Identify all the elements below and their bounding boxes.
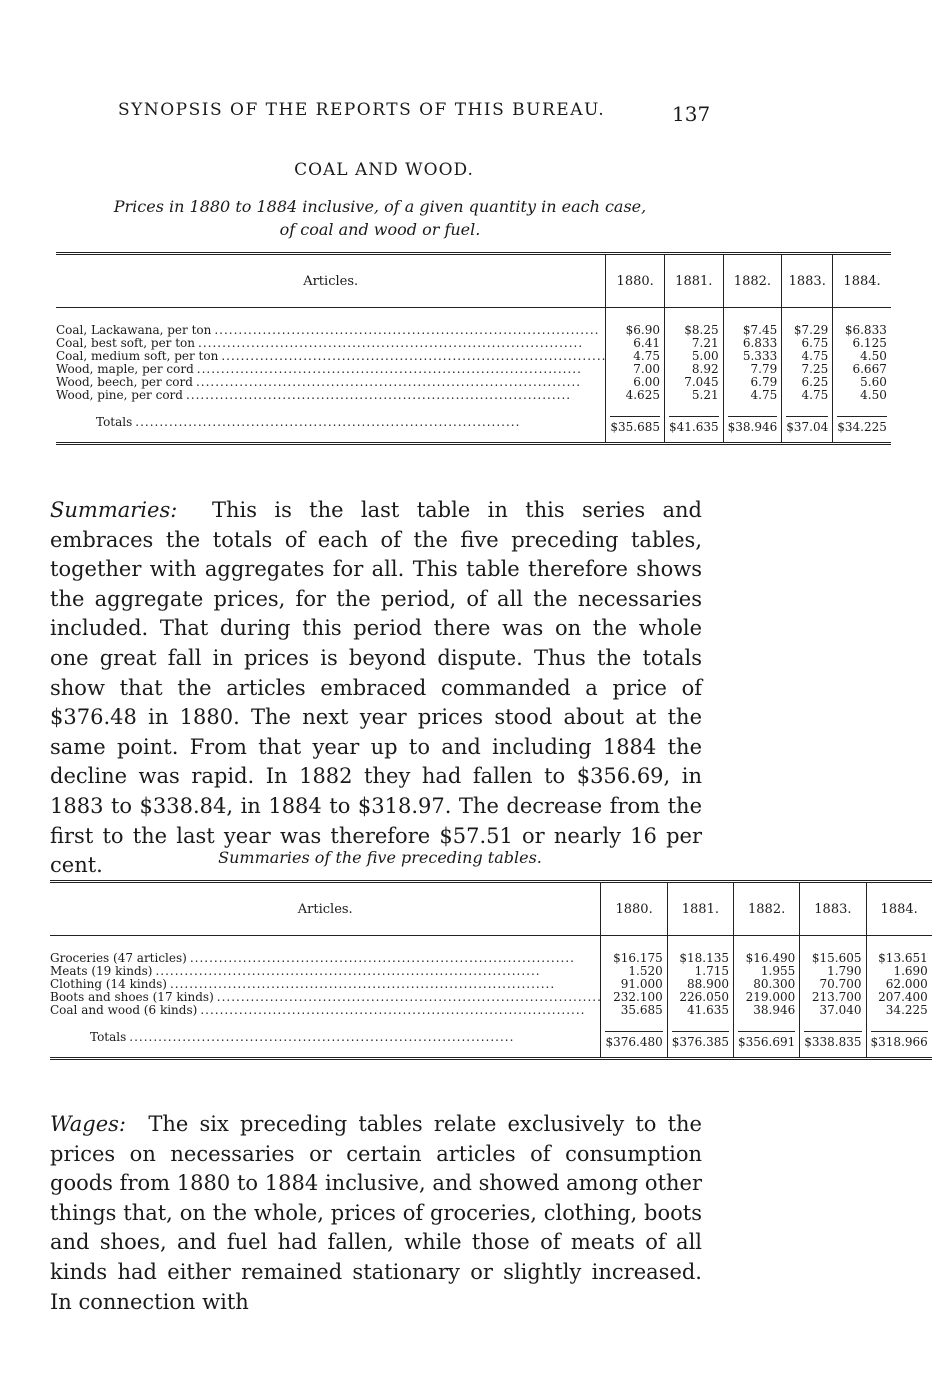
value-cell: $18.135 [667, 936, 733, 966]
article-name: Totals [96, 415, 133, 429]
header-year: 1880. [601, 882, 667, 936]
leader-dots: ................................................................................ [135, 415, 521, 429]
value-cell: 207.400 [866, 991, 932, 1004]
table1-caption-line2: of coal and wood or fuel. [279, 220, 481, 239]
value-cell: 88.900 [667, 978, 733, 991]
value-cell: 1.520 [601, 965, 667, 978]
total-value: $376.385 [672, 1031, 729, 1049]
header-year: 1881. [667, 882, 733, 936]
value-cell: 5.21 [664, 389, 723, 402]
value-cell: $8.25 [664, 308, 723, 338]
leader-dots: ................................................................................ [200, 1003, 586, 1017]
value-cell: 70.700 [800, 978, 866, 991]
article-cell [50, 1004, 601, 1017]
total-cell [723, 410, 782, 444]
article-name: Coal, medium soft, per ton [56, 349, 219, 363]
total-cell [866, 1025, 932, 1059]
total-cell [667, 1025, 733, 1059]
header-year: 1884. [833, 254, 891, 308]
total-value: $338.835 [804, 1031, 861, 1049]
value-cell: 4.75 [723, 389, 782, 402]
value-cell: 5.333 [723, 350, 782, 363]
summaries-table [50, 880, 932, 1060]
leader-dots: ................................................................................ [185, 388, 572, 402]
table1-caption-line1: Prices in 1880 to 1884 inclusive, of a given quantity in each case, [113, 197, 647, 216]
leader-dots: ................................................................................ [196, 362, 582, 376]
article-name: Boots and shoes (17 kinds) [50, 990, 214, 1004]
table-header-row [56, 254, 891, 308]
total-cell [664, 410, 723, 444]
value-cell: 7.045 [664, 376, 723, 389]
value-cell: $7.29 [782, 308, 833, 338]
leader-dots: ................................................................................ [189, 951, 575, 965]
paragraph-text: This is the last table in this series and embraces the totals of each of the five preceding tables, together with aggregates for all. This table therefore shows the aggregate prices, for the period, of all the necessaries included. That during this period there was on the whole one great fall in prices is beyond dispute. Thus the totals show that the articles embraced commanded a price of $376.48 in 1880. The next year prices stood about at the same point. From that year up to and including 1884 the decline was rapid. In 1882 they had fallen to $356.69, in 1883 to $338.84, in 1884 to $318.97. The decrease from the first to the last year was therefore $57.51 or nearly 16 per cent. [50, 498, 702, 878]
article-name: Wood, pine, per cord [56, 388, 183, 402]
value-cell: 62.000 [866, 978, 932, 991]
value-cell: 8.92 [664, 363, 723, 376]
article-cell [50, 936, 601, 966]
value-cell: $16.175 [601, 936, 667, 966]
header-articles: Articles. [56, 254, 606, 308]
table-row [50, 1004, 932, 1017]
table-header-row [50, 882, 932, 936]
total-cell [833, 410, 891, 444]
article-name: Wood, beech, per cord [56, 375, 193, 389]
value-cell: $6.90 [606, 308, 665, 338]
total-cell [734, 1025, 800, 1059]
total-cell [606, 410, 665, 444]
leader-dots: ................................................................................ [214, 323, 600, 337]
article-cell [50, 1025, 601, 1059]
value-cell: 1.955 [734, 965, 800, 978]
value-cell: $6.833 [833, 308, 891, 338]
value-cell: $7.45 [723, 308, 782, 338]
value-cell: 41.635 [667, 1004, 733, 1017]
running-head: SYNOPSIS OF THE REPORTS OF THIS BUREAU. [118, 100, 606, 120]
value-cell: 38.946 [734, 1004, 800, 1017]
summaries-paragraph [50, 496, 702, 881]
value-cell: 213.700 [800, 991, 866, 1004]
value-cell: 6.25 [782, 376, 833, 389]
spacer-row [50, 1017, 932, 1025]
article-name: Wood, maple, per cord [56, 362, 194, 376]
value-cell: 7.25 [782, 363, 833, 376]
spacer-row [56, 402, 891, 410]
total-value: $34.225 [837, 416, 887, 434]
value-cell: 4.625 [606, 389, 665, 402]
header-year: 1883. [800, 882, 866, 936]
table2-caption: Summaries of the five preceding tables. [218, 848, 542, 867]
article-cell [56, 389, 606, 402]
header-articles: Articles. [50, 882, 601, 936]
article-name: Coal and wood (6 kinds) [50, 1003, 198, 1017]
total-value: $37.04 [786, 416, 828, 434]
total-cell [800, 1025, 866, 1059]
value-cell: 1.690 [866, 965, 932, 978]
article-name: Clothing (14 kinds) [50, 977, 167, 991]
value-cell: 7.79 [723, 363, 782, 376]
wages-paragraph [50, 1110, 702, 1317]
value-cell: 4.75 [782, 389, 833, 402]
article-name: Coal, best soft, per ton [56, 336, 195, 350]
value-cell: 6.833 [723, 337, 782, 350]
value-cell: 6.667 [833, 363, 891, 376]
value-cell: 5.60 [833, 376, 891, 389]
article-name: Meats (19 kinds) [50, 964, 153, 978]
value-cell: 6.41 [606, 337, 665, 350]
total-cell [601, 1025, 667, 1059]
article-name: Totals [90, 1030, 127, 1044]
total-value: $356.691 [738, 1031, 795, 1049]
header-year: 1881. [664, 254, 723, 308]
table-row [56, 389, 891, 402]
header-year: 1884. [866, 882, 932, 936]
total-value: $376.480 [605, 1031, 662, 1049]
table-row [56, 308, 891, 338]
totals-row [56, 410, 891, 444]
page-number: 137 [672, 102, 711, 126]
value-cell: 4.50 [833, 350, 891, 363]
value-cell: 4.50 [833, 389, 891, 402]
article-name: Groceries (47 articles) [50, 951, 187, 965]
value-cell: 34.225 [866, 1004, 932, 1017]
value-cell: 226.050 [667, 991, 733, 1004]
value-cell: $15.605 [800, 936, 866, 966]
total-value: $38.946 [728, 416, 778, 434]
header-year: 1883. [782, 254, 833, 308]
article-cell [56, 308, 606, 338]
totals-row [50, 1025, 932, 1059]
leader-dots: ................................................................................ [169, 977, 556, 991]
total-value: $35.685 [610, 416, 660, 434]
header-year: 1882. [734, 882, 800, 936]
value-cell: 91.000 [601, 978, 667, 991]
leader-dots: ................................................................................ [198, 336, 584, 350]
table-row [50, 936, 932, 966]
value-cell: 4.75 [782, 350, 833, 363]
value-cell: 5.00 [664, 350, 723, 363]
article-cell [56, 410, 606, 444]
leader-dots: ................................................................................ [216, 990, 602, 1004]
leader-dots: ................................................................................ [221, 349, 607, 363]
value-cell: 6.00 [606, 376, 665, 389]
value-cell: $16.490 [734, 936, 800, 966]
value-cell: 35.685 [601, 1004, 667, 1017]
value-cell: $13.651 [866, 936, 932, 966]
value-cell: 4.75 [606, 350, 665, 363]
paragraph-lead: Wages: [50, 1112, 127, 1136]
value-cell: 6.125 [833, 337, 891, 350]
value-cell: 219.000 [734, 991, 800, 1004]
total-value: $318.966 [871, 1031, 928, 1049]
value-cell: 6.79 [723, 376, 782, 389]
value-cell: 232.100 [601, 991, 667, 1004]
value-cell: 1.790 [800, 965, 866, 978]
paragraph-text: The six preceding tables relate exclusively to the prices on necessaries or certain articles of consumption goods from 1880 to 1884 inclusive, and showed among other things that, on the whole, prices of groceries, clothing, boots and shoes, and fuel had fallen, while those of meats of all kinds had either remained stationary or slightly increased. In connection with [50, 1112, 702, 1314]
section-title: COAL AND WOOD. [294, 160, 474, 180]
value-cell: 37.040 [800, 1004, 866, 1017]
article-name: Coal, Lackawana, per ton [56, 323, 212, 337]
leader-dots: ................................................................................ [195, 375, 582, 389]
value-cell: 7.21 [664, 337, 723, 350]
value-cell: 1.715 [667, 965, 733, 978]
header-year: 1882. [723, 254, 782, 308]
total-cell [782, 410, 833, 444]
paragraph-lead: Summaries: [50, 498, 178, 522]
leader-dots: ................................................................................ [155, 964, 541, 978]
value-cell: 6.75 [782, 337, 833, 350]
header-year: 1880. [606, 254, 665, 308]
total-value: $41.635 [669, 416, 719, 434]
value-cell: 7.00 [606, 363, 665, 376]
table1-caption [50, 195, 710, 241]
leader-dots: ................................................................................ [129, 1030, 515, 1044]
value-cell: 80.300 [734, 978, 800, 991]
coal-wood-price-table [56, 252, 891, 445]
